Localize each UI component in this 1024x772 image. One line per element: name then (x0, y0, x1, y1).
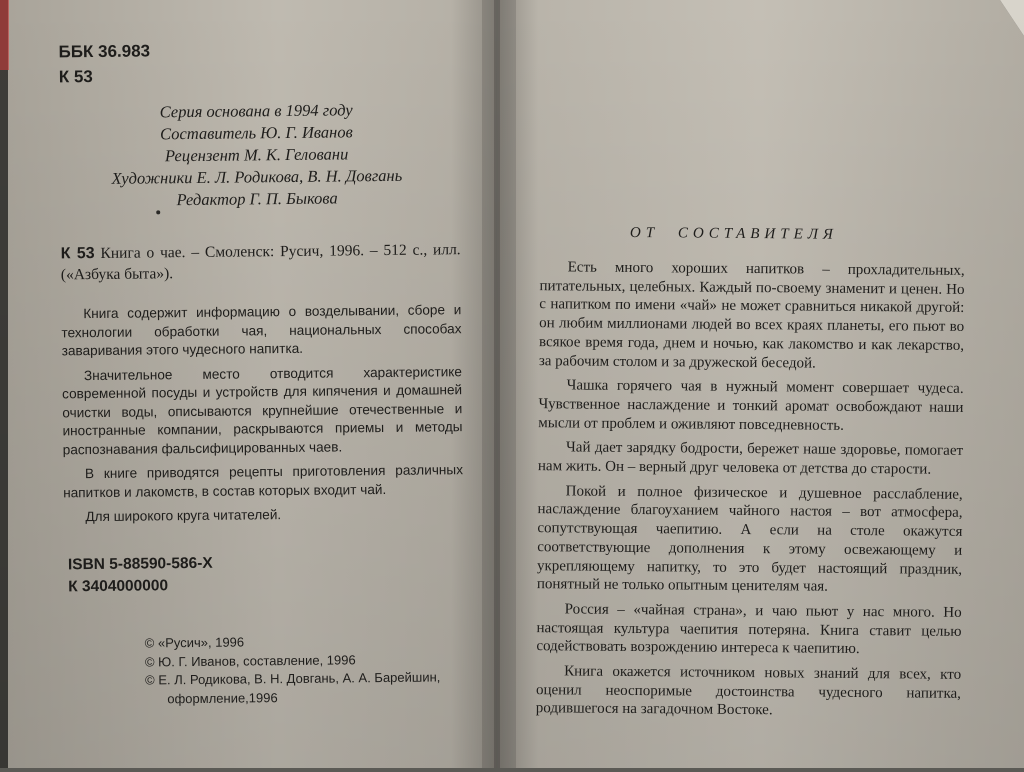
preface-paragraph: Россия – «чайная страна», и чаю пьют у нас много. Но настоящая культура чаепития потеряна. Книга ставит целью содействовать возрождению интереса к чаепитию. (536, 601, 962, 658)
annotation-paragraph: В книге приводятся рецепты приготовления различных напитков и лакомств, в состав которых входит чай. (63, 462, 464, 500)
right-page (513, 0, 1000, 772)
bib-code: К 53 (60, 245, 95, 263)
annotation-paragraph: Книга содержит информацию о возделывании, сборе и технологии обработки чая, национальных способах заваривания этого чудесного напитка. (61, 302, 462, 359)
copyright-line: © Е. Л. Родикова, В. Н. Довгань, А. А. Барейшин, (145, 669, 441, 688)
copyright-line: © «Русич», 1996 (144, 634, 245, 651)
isbn-block (68, 553, 213, 599)
copyright-line: оформление,1996 (167, 689, 278, 706)
k-number: К 3404000000 (68, 577, 169, 596)
annotation (61, 301, 463, 533)
preface-paragraph: Книга окажется источником новых знаний для всех, кто оценил неоспоримые достоинства чудесного напитка, родившегося на загадочном Востоке. (535, 663, 962, 719)
copyright-block (145, 631, 441, 708)
left-page (0, 0, 508, 768)
classification-block (58, 38, 150, 89)
reviewer-line: Рецензент М. К. Геловани (164, 144, 349, 166)
author-mark: К 53 (58, 67, 93, 87)
preface-paragraph: Чай дает зарядку бодрости, бережет наше здоровье, помогает нам жить. Он – верный друг человека от детства до старости. (537, 439, 964, 478)
preface-body (536, 258, 965, 728)
section-heading: ОТ СОСТАВИТЕЛЯ (629, 224, 838, 243)
bibliographic-record (61, 239, 461, 285)
compiler-line: Составитель Ю. Г. Иванов (159, 122, 353, 144)
artists-line: Художники Е. Л. Родикова, В. Н. Довгань (111, 165, 403, 188)
annotation-paragraph: Значительное место отводится характеристике современной посуды и устройств для кипячения и домашней очистки воды, описываются крупнейшие отечественные и иностранные компании, раскрываются приемы и методы распознавания фальсифицированных чаев. (62, 363, 463, 457)
credits-block (91, 99, 422, 212)
series-line: Серия основана в 1994 году (159, 100, 353, 122)
separator-dot (156, 210, 160, 214)
bbk-code: ББК 36.983 (58, 41, 151, 62)
preface-paragraph: Покой и полное физическое и душевное расслабление, наслаждение благоуханием чайного настоя – вот атмосфера, сопутствующая чаепитию. А если на столе окажутся соответствующие дополнения к этому освежающему и укрепляющему напитку, то это будет настоящий праздник, понятный не только опытным ценителям чая. (536, 483, 963, 595)
isbn-number: ISBN 5-88590-586-X (67, 554, 213, 574)
preface-paragraph: Чашка горячего чая в нужный момент совершает чудеса. Чувственное наслаждение и тонкий аромат освобождают наши мысли от проблем и оживляют повседневность. (538, 377, 964, 434)
annotation-paragraph: Для широкого круга читателей. (85, 507, 282, 525)
bib-text: Книга о чае. – Смоленск: Русич, 1996. – 512 с., илл. («Азбука быта»). (60, 241, 461, 284)
copyright-line: © Ю. Г. Иванов, составление, 1996 (144, 651, 356, 670)
preface-paragraph: Есть много хороших напитков – прохладительных, питательных, целебных. Каждый по-своему знаменит и ценен. Но с напитком по имени «чай» не может сравниться никакой другой: он любим миллионами людей во всех краях планеты, его пьют во всякое время года, днем и ночью, как лакомство и как лекарство, за рабочим столом и за дружеской беседой. (538, 259, 965, 372)
editor-line: Редактор Г. П. Быкова (176, 188, 338, 210)
